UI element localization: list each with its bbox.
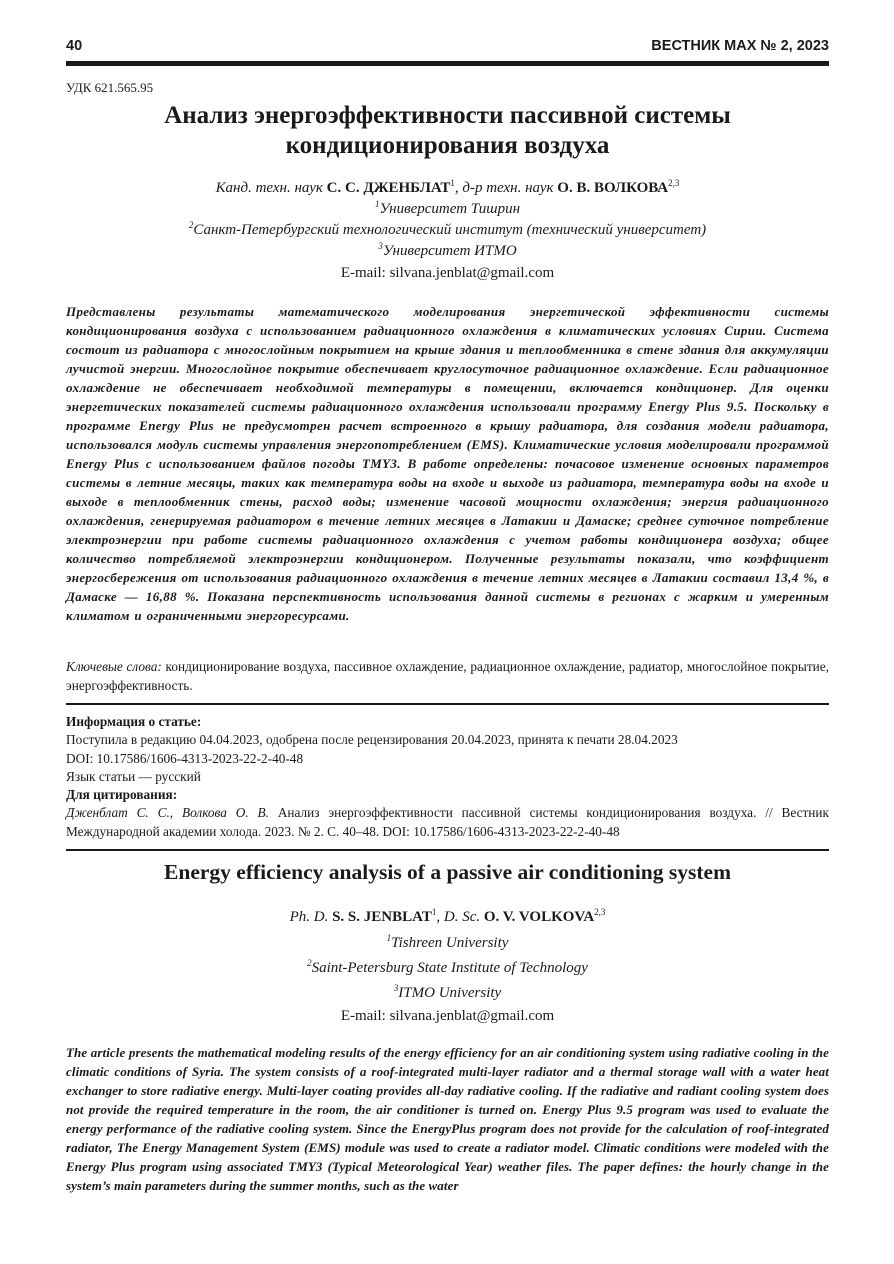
affiliation-3-en <box>66 983 829 1003</box>
author1-degree: Ph. D. <box>289 909 329 925</box>
affiliation-2-en <box>66 958 829 978</box>
keywords-list: кондиционирование воздуха, пассивное охлаждение, радиационное охлаждение, радиатор, многослойное покрытие, энергоэффективность. <box>66 659 829 693</box>
affiliation-3-ru <box>66 241 829 261</box>
journal-name: ВЕСТНИК МАХ № 2, 2023 <box>651 38 829 54</box>
citation-authors: Дженблат С. С., Волкова О. В. <box>66 805 269 821</box>
author2-name: O. V. VOLKOVA <box>483 909 595 925</box>
title-line-2: кондиционирования воздуха <box>285 132 610 159</box>
affiliation-number: 1 <box>374 199 380 209</box>
keywords-ru <box>66 657 829 695</box>
author2-affiliation-mark: 2,3 <box>594 907 606 917</box>
header-rule <box>66 61 829 66</box>
author2-degree: , д-р техн. наук <box>454 180 554 196</box>
citation <box>66 804 829 841</box>
affiliation-number: 1 <box>386 933 392 943</box>
authors-ru <box>66 178 829 198</box>
author1-affiliation-mark: 1 <box>431 907 437 917</box>
info-dates: Поступила в редакцию 04.04.2023, одобрена после рецензирования 20.04.2023, принята к печати 28.04.2023 <box>66 732 678 748</box>
page-number: 40 <box>66 38 83 54</box>
author2-degree: , D. Sc. <box>436 909 481 925</box>
affiliation-name: Saint-Petersburg State Institute of Technology <box>311 960 588 976</box>
info-heading: Информация о статье: <box>66 714 202 729</box>
affiliation-name: Университет Тишрин <box>379 201 521 217</box>
affiliation-number: 3 <box>378 241 383 251</box>
affiliation-name: Университет ИТМО <box>382 243 517 259</box>
article-title-ru <box>66 101 829 161</box>
article-title-en: Energy efficiency analysis of a passive air conditioning system <box>164 860 731 884</box>
author1-affiliation-mark: 1 <box>450 178 455 188</box>
author1-name: S. S. JENBLAT <box>332 909 432 925</box>
udk-code: УДК 621.565.95 <box>66 80 154 95</box>
affiliation-number: 2 <box>307 958 312 968</box>
affiliation-name: ITMO University <box>398 985 502 1001</box>
running-header <box>66 38 829 62</box>
affiliation-1-en <box>66 933 829 953</box>
affiliation-number: 3 <box>393 983 399 993</box>
author2-name: О. В. ВОЛКОВА <box>557 180 669 196</box>
author1-name: С. С. ДЖЕНБЛАТ <box>326 180 451 196</box>
affiliation-number: 2 <box>188 220 194 230</box>
author1-degree: Канд. техн. наук <box>215 180 323 196</box>
info-bottom-rule <box>66 849 829 851</box>
article-info <box>66 713 829 841</box>
author2-affiliation-mark: 2,3 <box>668 178 680 188</box>
info-doi[interactable]: DOI: 10.17586/1606-4313-2023-22-2-40-48 <box>66 750 304 766</box>
title-line-1: Анализ энергоэффективности пассивной системы <box>164 102 731 129</box>
info-language: Язык статьи — русский <box>66 768 201 784</box>
abstract-ru: Представлены результаты математического моделирования энергетической эффективности системы кондиционирования воздуха с использованием радиационного охлаждения в климатических условиях Сирии. Система состоит из радиатора с многослойным покрытием на крыше здания и теплообменника в стене здания для аккумуляции лучистой энергии. Многослойное покрытие обеспечивает круглосуточное радиационное охлаждение. Если радиационное охлаждение не обеспечивает необходимой температуры в помещении, включается кондиционер. Для оценки энергетических показателей системы радиационного охлаждения использовали программу Energy Plus 9.5. Поскольку в программе Energy Plus не предусмотрен расчет встроенного в крышу радиатора, для создания модели радиатора, использовался модуль системы управления энергопотреблением (EMS). Климатические условия моделировали программой Energy Plus с использованием файлов погоды TMY3. В работе определены: почасовое изменение основных параметров системы в летние месяцы, таких как температура воды на входе и выходе из радиатора, температура воды на входе и выходе в теплообменник стены, расход воды; изменение часовой мощности охлаждения; энергия радиационного охлаждения, генерируемая радиатором в течение летних месяцев в Латакии и Дамаске; среднее суточное потребление электроэнергии при работе системы радиационного охлаждения с учетом работы кондиционера воздуха; общее количество потребляемой электроэнергии кондиционером. Полученные результаты показали, что коэффициент энергосбережения от использования радиационного охлаждения в течение летних месяцев в Латакии составил 13,4 %, в Дамаске — 16,88 %. Показана перспективность использования данной системы в регионах с жарким и умеренным климатом и ограниченными энергоресурсами. <box>66 304 829 623</box>
email-ru[interactable]: E-mail: silvana.jenblat@gmail.com <box>340 265 555 281</box>
abstract-en: The article presents the mathematical modeling results of the energy efficiency for an air conditioning system using radiative cooling in the climatic conditions of Syria. The system consists of a roof-integrated multi-layer radiator and a thermal storage wall with a water heat exchanger to store radiative energy. Multi-layer coating provides all-day radiative cooling. If the radiative and radiant cooling system does not provide the required temperature in the room, the air conditioner is turned on. Energy Plus 9.5 program was used to evaluate the energy performance of the radiative cooling system. Since the EnergyPlus program does not provide for the calculation of roof-integrated radiator, The Energy Management System (EMS) module was used to create a radiator model. Climatic conditions were modeled with the Energy Plus program using associated TMY3 (Typical Meteorological Year) weather files. The paper defines: the hourly change in the system’s main parameters during the summer months, such as the water <box>66 1045 829 1193</box>
affiliation-2-ru <box>66 220 829 240</box>
info-top-rule <box>66 703 829 705</box>
authors-en <box>66 907 829 927</box>
affiliation-1-ru <box>66 199 829 219</box>
citation-text: Анализ энергоэффективности пассивной системы кондиционирования воздуха. // Вестник Международной академии холода. 2023. № 2. С. 40–48. DOI: 10.17586/1606-4313-2023-22-2-40-48 <box>66 805 829 839</box>
affiliation-name: Tishreen University <box>391 935 509 951</box>
affiliation-name: Санкт-Петербургский технологический институт (технический университет) <box>193 222 707 238</box>
cite-heading: Для цитирования: <box>66 787 178 803</box>
email-en[interactable]: E-mail: silvana.jenblat@gmail.com <box>340 1008 555 1024</box>
keywords-label: Ключевые слова: <box>66 659 162 674</box>
